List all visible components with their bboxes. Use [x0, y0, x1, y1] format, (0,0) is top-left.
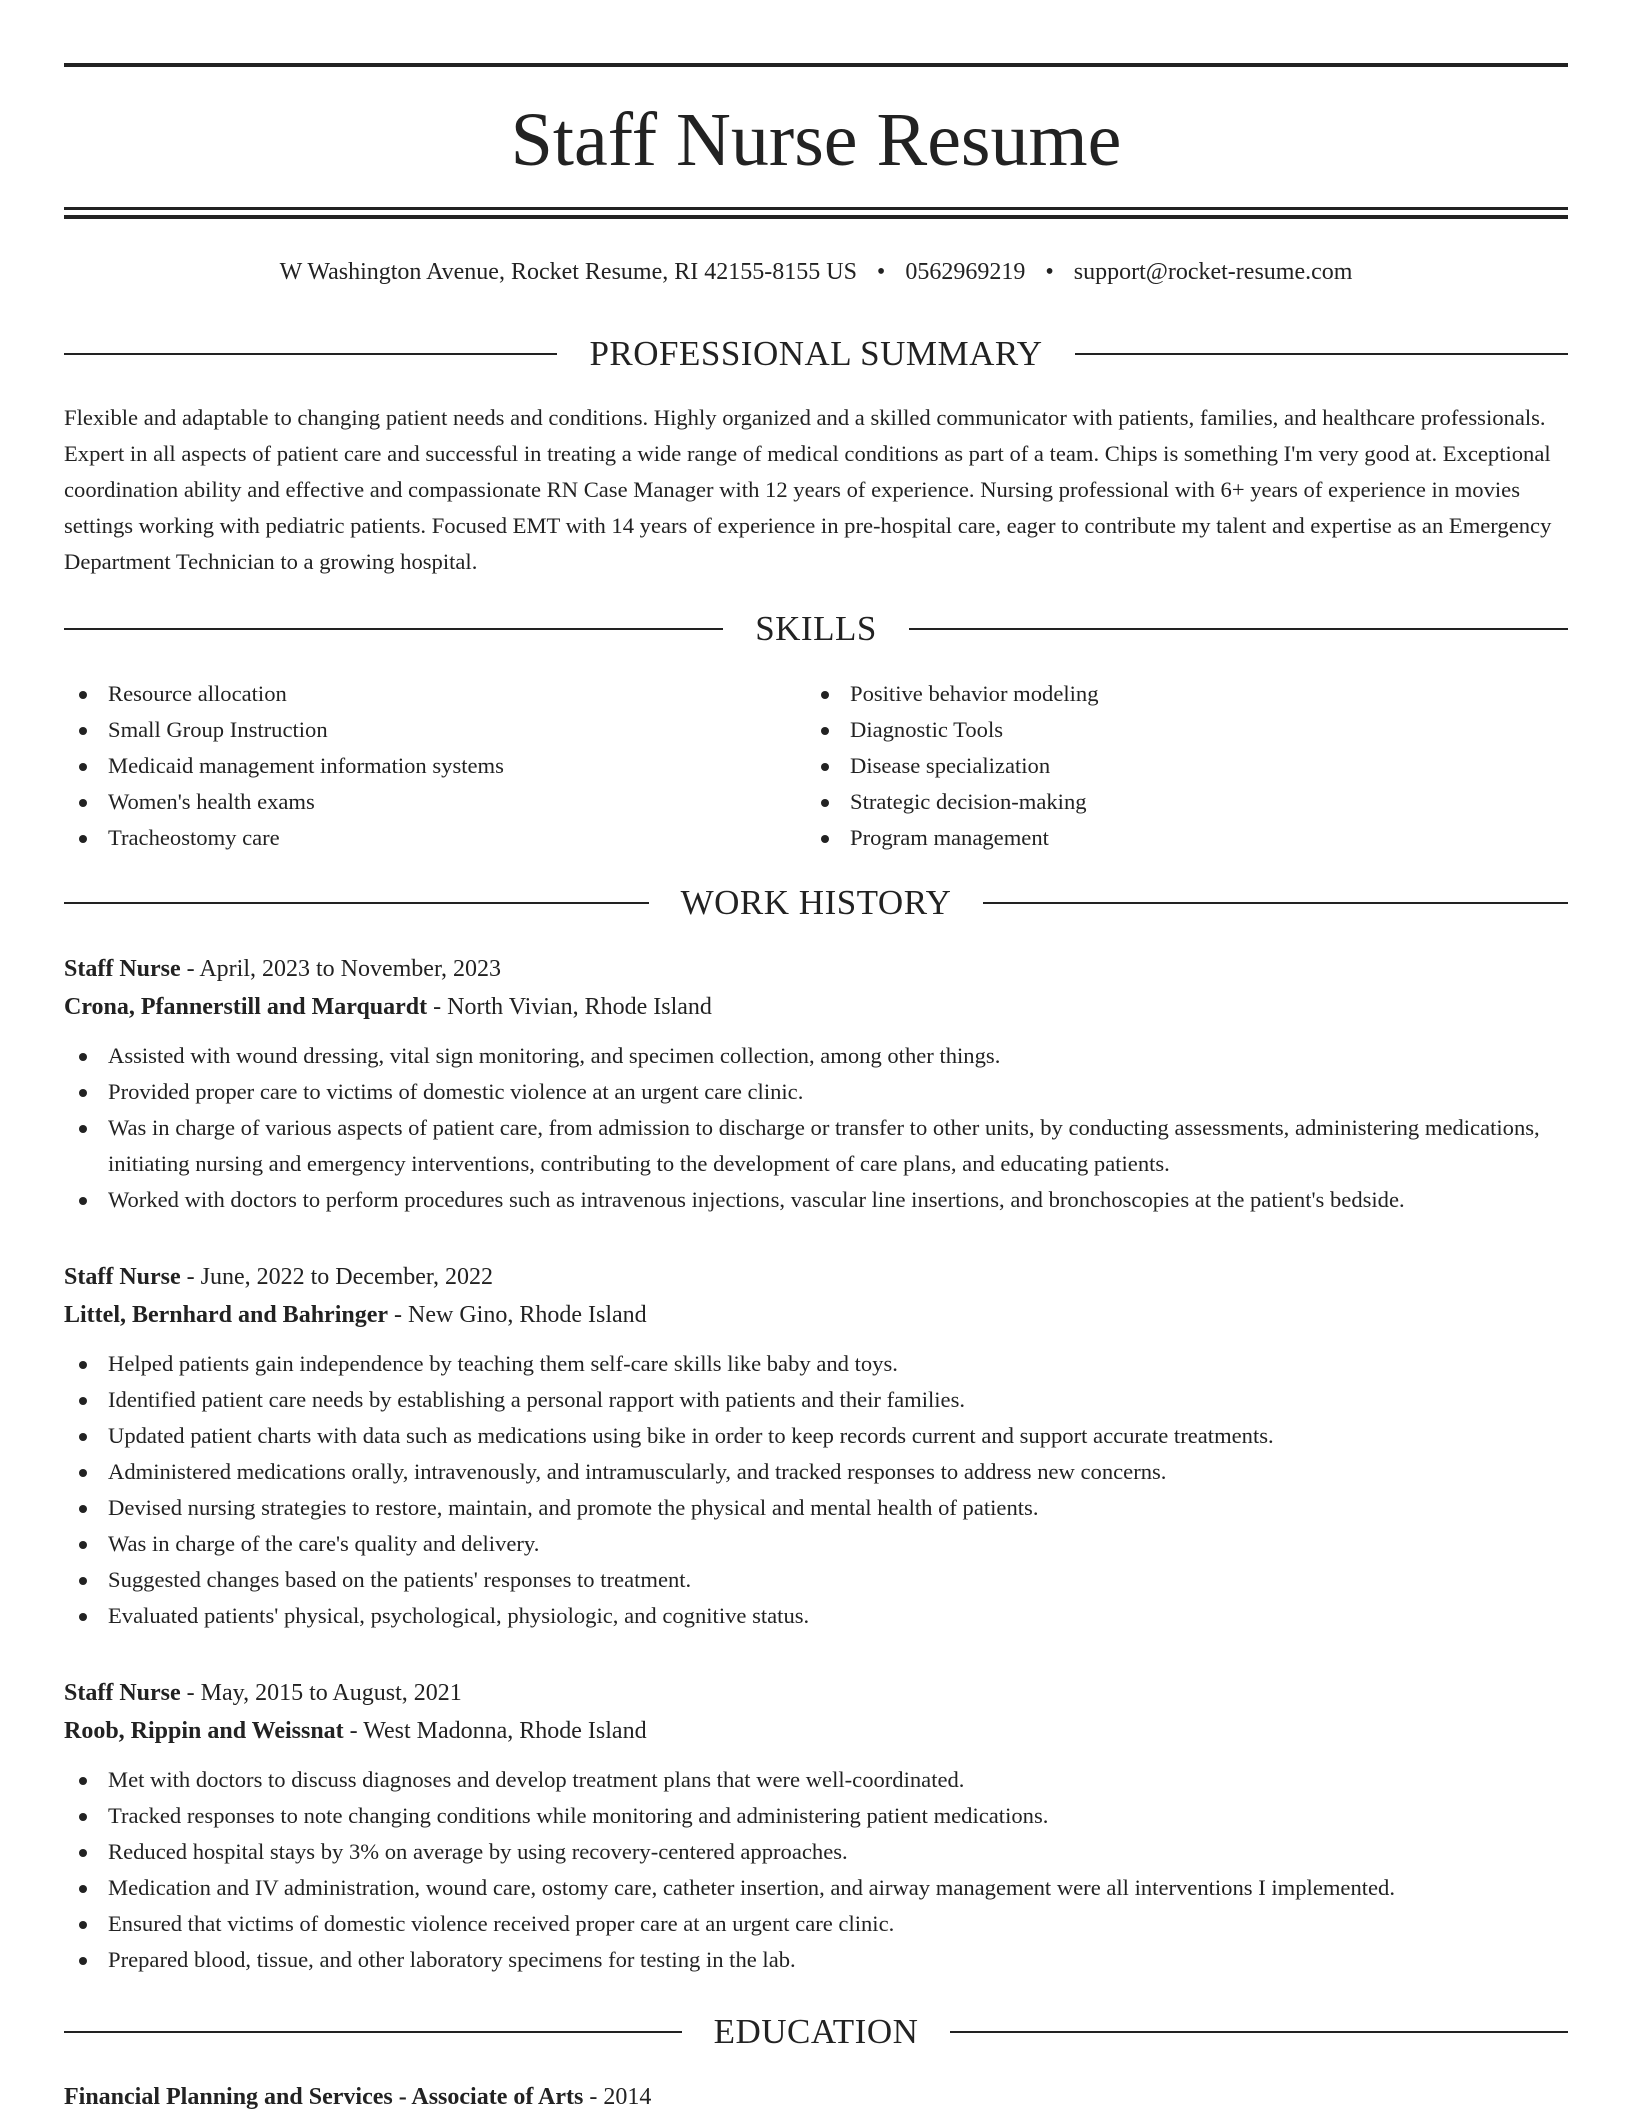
job-duty: Was in charge of various aspects of patient care, from admission to discharge or transfer to other units, by conducting assessments, administering medications, initiating nursing and emergency interventions, contributing to the development of care plans, and educating patients. — [64, 1110, 1568, 1182]
job-duty: Ensured that victims of domestic violence received proper care at an urgent care clinic. — [64, 1906, 1568, 1942]
contact-separator: • — [876, 259, 886, 285]
job-title-line — [64, 1258, 1568, 1296]
contact-separator: • — [1045, 259, 1054, 285]
contact-phone: 0562969219 — [905, 259, 1026, 285]
education-degree: Financial Planning and Services - Associate of Arts — [64, 2084, 584, 2110]
job-company-line — [64, 1712, 1568, 1750]
job-entry — [64, 1258, 1568, 1634]
job-duty: Medication and IV administration, wound care, ostomy care, catheter insertion, and airway management were all interventions I implemented. — [64, 1870, 1568, 1906]
page-title: Staff Nurse Resume — [510, 98, 1122, 182]
section-rule — [64, 2031, 682, 2033]
job-entry — [64, 1674, 1568, 1978]
job-duty: Prepared blood, tissue, and other laboratory specimens for testing in the lab. — [64, 1942, 1568, 1978]
job-duty: Provided proper care to victims of domestic violence at an urgent care clinic. — [64, 1074, 1568, 1110]
section-rule — [64, 353, 557, 355]
job-title: Staff Nurse — [64, 1264, 181, 1290]
job-dates: - June, 2022 to December, 2022 — [180, 1264, 493, 1290]
section-heading-work-history — [64, 881, 1568, 925]
job-duty: Evaluated patients' physical, psychological, physiologic, and cognitive status. — [64, 1598, 1568, 1634]
job-location: - New Gino, Rhode Island — [388, 1302, 647, 1328]
job-title: Staff Nurse — [64, 956, 181, 982]
section-heading-skills — [64, 607, 1568, 651]
job-location: - North Vivian, Rhode Island — [427, 994, 712, 1020]
skill-item: Tracheostomy care — [64, 820, 804, 856]
job-title-line — [64, 950, 1568, 988]
skill-item: Diagnostic Tools — [806, 712, 1546, 748]
skill-item: Women's health exams — [64, 784, 804, 820]
contact-email: support@rocket-resume.com — [1073, 259, 1353, 285]
job-duty: Tracked responses to note changing conditions while monitoring and administering patient medications. — [64, 1798, 1568, 1834]
job-company-line — [64, 1296, 1568, 1334]
section-heading-summary — [64, 332, 1568, 376]
skill-item: Positive behavior modeling — [806, 676, 1546, 712]
job-dates: - April, 2023 to November, 2023 — [180, 956, 501, 982]
section-rule — [950, 2031, 1568, 2033]
section-title: WORK HISTORY — [680, 883, 952, 922]
section-rule — [983, 902, 1568, 904]
education-year: - 2014 — [583, 2084, 652, 2110]
header-bottom-rule-thick — [64, 215, 1568, 219]
job-duty: Administered medications orally, intravenously, and intramuscularly, and tracked responses to address new concerns. — [64, 1454, 1568, 1490]
skill-item: Disease specialization — [806, 748, 1546, 784]
section-rule — [1075, 353, 1568, 355]
section-title: EDUCATION — [713, 2012, 919, 2051]
job-duties-list — [64, 1762, 1568, 1978]
job-company: Crona, Pfannerstill and Marquardt — [64, 994, 428, 1020]
section-rule — [64, 902, 649, 904]
job-duty: Was in charge of the care's quality and delivery. — [64, 1526, 1568, 1562]
skill-item: Resource allocation — [64, 676, 804, 712]
header-bottom-rule — [64, 207, 1568, 210]
job-duty: Updated patient charts with data such as medications using bike in order to keep records current and support accurate treatments. — [64, 1418, 1568, 1454]
job-duties-list — [64, 1038, 1568, 1218]
section-title: PROFESSIONAL SUMMARY — [589, 334, 1043, 373]
contact-line — [64, 254, 1568, 290]
job-title: Staff Nurse — [64, 1680, 181, 1706]
job-company: Roob, Rippin and Weissnat — [64, 1718, 344, 1744]
skill-item: Strategic decision-making — [806, 784, 1546, 820]
skill-item: Small Group Instruction — [64, 712, 804, 748]
section-rule — [909, 628, 1568, 630]
job-location: - West Madonna, Rhode Island — [343, 1718, 647, 1744]
job-duty: Assisted with wound dressing, vital sign monitoring, and specimen collection, among other things. — [64, 1038, 1568, 1074]
job-duty: Worked with doctors to perform procedures such as intravenous injections, vascular line insertions, and bronchoscopies at the patient's bedside. — [64, 1182, 1568, 1218]
skill-item: Medicaid management information systems — [64, 748, 804, 784]
job-duty: Met with doctors to discuss diagnoses and develop treatment plans that were well-coordinated. — [64, 1762, 1568, 1798]
header-top-rule — [64, 63, 1568, 67]
job-duty: Helped patients gain independence by teaching them self-care skills like baby and toys. — [64, 1346, 1568, 1382]
contact-address: W Washington Avenue, Rocket Resume, RI 42155-8155 US — [279, 259, 857, 285]
education-entry — [64, 2078, 1568, 2116]
professional-summary-text: Flexible and adaptable to changing patient needs and conditions. Highly organized and a skilled communicator with patients, families, and healthcare professionals. Expert in all aspects of patient care and successful in treating a wide range of medical conditions as part of a team. Chips is something I'm very good at. Exceptional coordination ability and effective and compassionate RN Case Manager with 12 years of experience. Nursing professional with 6+ years of experience in movies settings working with pediatric patients. Focused EMT with 14 years of experience in pre-hospital care, eager to contribute my talent and expertise as an Emergency Department Technician to a growing hospital. — [64, 405, 1552, 574]
job-company: Littel, Bernhard and Bahringer — [64, 1302, 389, 1328]
job-duty: Identified patient care needs by establishing a personal rapport with patients and their families. — [64, 1382, 1568, 1418]
skill-item: Program management — [806, 820, 1546, 856]
job-company-line — [64, 988, 1568, 1026]
job-title-line — [64, 1674, 1568, 1712]
job-duties-list — [64, 1346, 1568, 1634]
job-entry — [64, 950, 1568, 1218]
job-dates: - May, 2015 to August, 2021 — [180, 1680, 462, 1706]
job-duty: Reduced hospital stays by 3% on average by using recovery-centered approaches. — [64, 1834, 1568, 1870]
skills-list-left — [64, 676, 804, 856]
section-heading-education — [64, 2010, 1568, 2054]
job-duty: Suggested changes based on the patients' responses to treatment. — [64, 1562, 1568, 1598]
job-duty: Devised nursing strategies to restore, maintain, and promote the physical and mental health of patients. — [64, 1490, 1568, 1526]
section-title: SKILLS — [755, 609, 877, 648]
section-rule — [64, 628, 723, 630]
skills-list-right — [806, 676, 1546, 856]
